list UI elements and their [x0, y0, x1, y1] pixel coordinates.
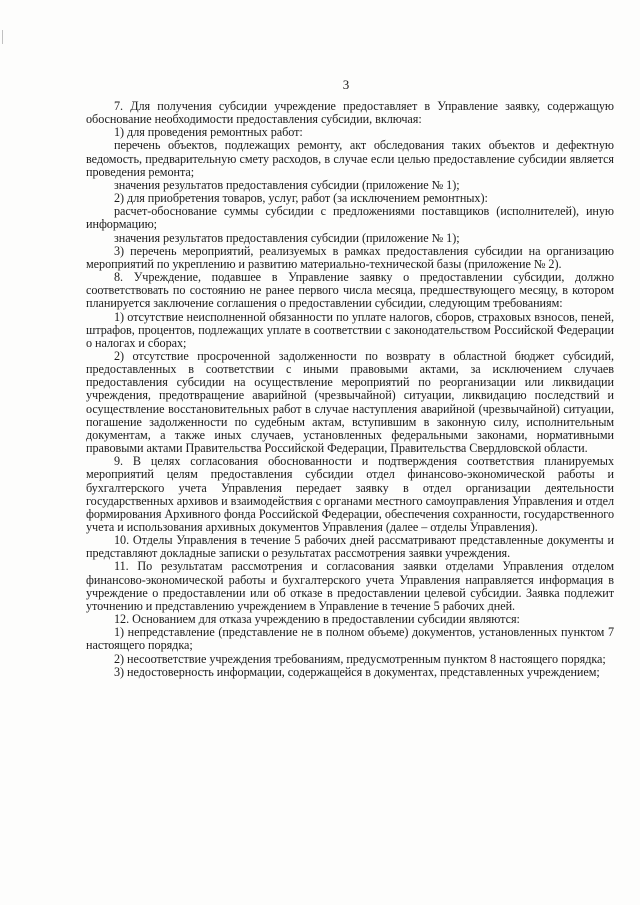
paragraph-8-item-2: 2) отсутствие просроченной задолженности по возврату в областной бюджет субсидий, предоставленных в соответствии с иными правовыми актами, за исключением случаев предоставления субсидии на осуществление мероприятий по реорганизации или ликвидации учреждения, предотвращение аварийной (чрезвычайной) ситуации, ликвидацию последствий и осуществление восстановительных работ в случае наступления аварийной (чрезвычайной) ситуации, погашение задолженности по судебным актам, вступившим в законную силу, исполнительным документам, а также иных случаев, установленных федеральными законами, нормативными правовыми актами Правительства Российской Федерации, Правительства Свердловской области.	[86, 348, 614, 456]
paragraph-12: 12. Основанием для отказа учреждению в предоставлении субсидии являются:	[114, 612, 520, 627]
page-number: 3	[342, 77, 350, 92]
paragraph-11: 11. По результатам рассмотрения и согласования заявки отделами Управления отделом финансово-экономической работы и бухгалтерского учета Управления направляется информация в учреждение о предоставлении или об отказе в предоставлении целевой субсидии. Заявка подлежит уточнению и представлению учреждением в Управление в течение 5 рабочих дней.	[86, 559, 614, 613]
paragraph-12-item-2: 2) несоответствие учреждения требованиям, предусмотренным пунктом 8 настоящего порядка;	[114, 651, 606, 666]
paragraph-7-item-3: 3) перечень мероприятий, реализуемых в рамках предоставления субсидии на организацию мероприятий по укреплению и развитию материально-технической базы (приложение № 2).	[86, 243, 614, 271]
paragraph-10: 10. Отделы Управления в течение 5 рабочих дней рассматривают представленные документы и представляют докладные записки о результатах рассмотрения заявки учреждения.	[86, 533, 614, 561]
paragraph-7-item-2-calculation: расчет-обоснование суммы субсидии с предложениями поставщиков (исполнителей), иную информацию;	[86, 204, 614, 232]
paragraph-7-item-1: 1) для проведения ремонтных работ:	[114, 125, 303, 140]
paragraph-8: 8. Учреждение, подавшее в Управление заявку о предоставлении субсидии, должно соответствовать по состоянию не ранее первого числа месяца, предшествующего месяцу, в котором планируется заключение соглашения о предоставлении субсидии, следующим требованиям:	[86, 270, 614, 311]
scan-margin-mark	[2, 30, 6, 44]
paragraph-8-item-1: 1) отсутствие неисполненной обязанности по уплате налогов, сборов, страховых взносов, пеней, штрафов, процентов, подлежащих уплате в соответствии с законодательством Российской Федерации о налогах и сборах;	[86, 309, 614, 350]
paragraph-7-item-2-results: значения результатов предоставления субсидии (приложение № 1);	[114, 230, 460, 245]
paragraph-12-item-3: 3) недостоверность информации, содержащейся в документах, представленных учреждением;	[114, 664, 600, 679]
paragraph-7-item-1-list: перечень объектов, подлежащих ремонту, акт обследования таких объектов и дефектную ведомость, предварительную смету расходов, в случае если целью предоставление субсидии является проведения ремонта;	[86, 138, 614, 179]
document-body	[86, 100, 614, 679]
paragraph-9: 9. В целях согласования обоснованности и подтверждения соответствия планируемых мероприятий целям предоставления субсидии отдел финансово-экономической работы и бухгалтерского учета Управления передает заявку в отдел организации деятельности государственных архивов и взаимодействия с органами местного самоуправления Управления и отдел формирования Архивного фонда Российской Федерации, обеспечения сохранности, государственного учета и использования архивных документов Управления (далее – отделы Управления).	[86, 454, 614, 534]
paragraph-7: 7. Для получения субсидии учреждение предоставляет в Управление заявку, содержащую обоснование необходимости предоставления субсидии, включая:	[86, 99, 614, 127]
paragraph-7-item-1-results: значения результатов предоставления субсидии (приложение № 1);	[114, 177, 460, 192]
paragraph-7-item-2: 2) для приобретения товаров, услуг, работ (за исключением ремонтных):	[114, 191, 488, 206]
paragraph-12-item-1: 1) непредставление (представление не в полном объеме) документов, установленных пунктом 7 настоящего порядка;	[86, 625, 614, 653]
